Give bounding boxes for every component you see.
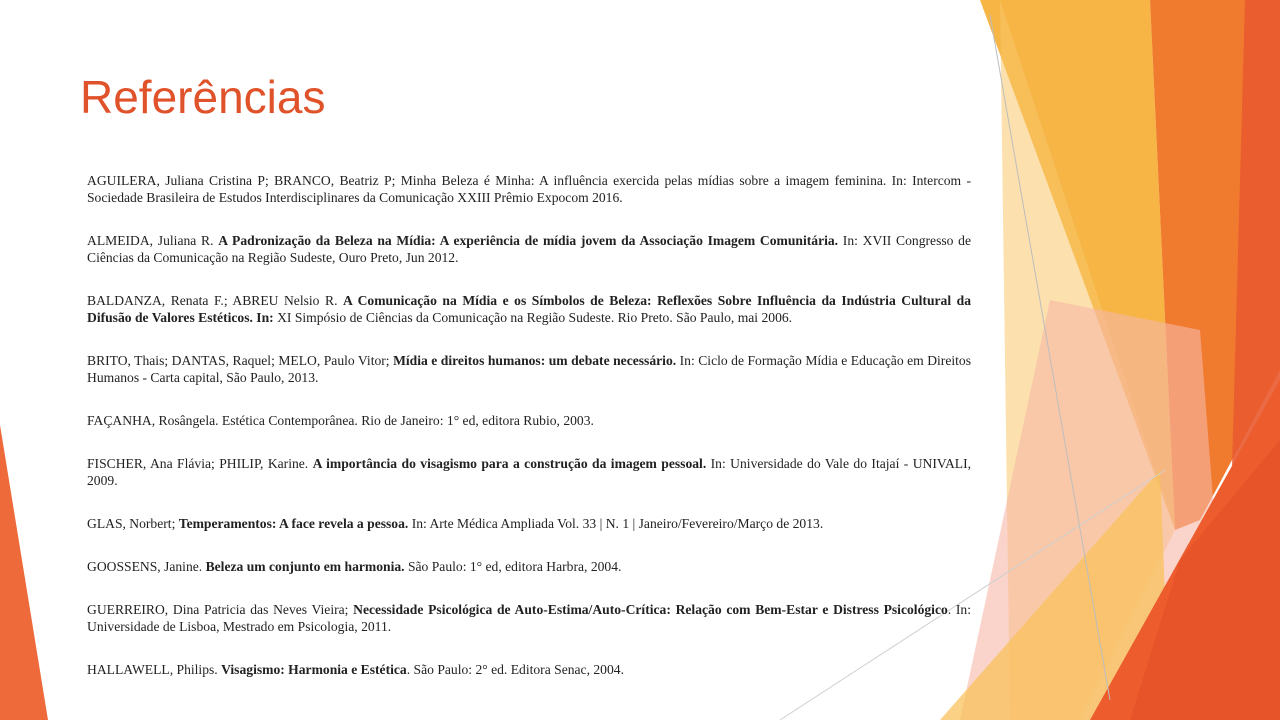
ref-text: FISCHER, Ana Flávia; PHILIP, Karine. [87,456,313,471]
reference-item [87,232,971,266]
ref-title: Temperamentos: A face revela a pessoa. [178,516,409,531]
ref-source: . São Paulo: 2° ed. Editora Senac, 2004. [406,662,624,677]
reference-item [87,412,971,429]
ref-text: ALMEIDA, Juliana R. [87,233,219,248]
ref-source: In: Universidade do Vale do Itajaí - UNIVALI, 2009. [87,456,971,488]
ref-source: XI Simpósio de Ciências da Comunicação na Região Sudeste. Rio Preto. São Paulo, mai 2006. [273,310,793,325]
ref-title: Necessidade Psicológica de Auto-Estima/Auto-Crítica: Relação com Bem-Estar e Distress Psicológico [353,602,948,617]
reference-item [87,352,971,386]
references-list [87,172,971,704]
reference-item [87,292,971,326]
ref-text: BRITO, Thais; DANTAS, Raquel; MELO, Paulo Vitor; [87,353,394,368]
reference-item [87,661,971,678]
ref-title: Visagismo: Harmonia e Estética [221,662,407,677]
ref-title: Mídia e direitos humanos: um debate necessário. [393,353,677,368]
reference-item [87,515,971,532]
ref-text: FAÇANHA, Rosângela. Estética Contemporânea. Rio de Janeiro: 1° ed, editora Rubio, 2003. [87,413,594,428]
slide-title: Referências [80,71,326,123]
reference-item [87,601,971,635]
ref-text: GOOSSENS, Janine. [87,559,206,574]
reference-item [87,558,971,575]
ref-title: Beleza um conjunto em harmonia. [205,559,405,574]
ref-source: In: Arte Médica Ampliada Vol. 33 | N. 1 | Janeiro/Fevereiro/Março de 2013. [408,516,824,531]
ref-text: BALDANZA, Renata F.; ABREU Nelsio R. [87,293,344,308]
ref-text: GUERREIRO, Dina Patricia das Neves Vieira; [87,602,354,617]
ref-source: In: Ciclo de Formação Mídia e Educação em Direitos Humanos - Carta capital, São Paulo, 2013. [87,353,971,385]
ref-text: HALLAWELL, Philips. [87,662,222,677]
left-orange-wedge [0,425,48,720]
ref-text: GLAS, Norbert; [87,516,179,531]
ref-source: São Paulo: 1° ed, editora Harbra, 2004. [404,559,622,574]
ref-source: . In: Universidade de Lisboa, Mestrado em Psicologia, 2011. [87,602,971,634]
ref-source: In: XVII Congresso de Ciências da Comunicação na Região Sudeste, Ouro Preto, Jun 2012. [87,233,972,265]
ref-title: A Comunicação na Mídia e os Símbolos de Beleza: Reflexões Sobre Influência da Indústria Cultural da Difusão de Valores Estéticos. In: [87,293,972,325]
ref-text: AGUILERA, Juliana Cristina P; BRANCO, Beatriz P; Minha Beleza é Minha: A influência exercida pelas mídias sobre a imagem feminina. In: Intercom - Sociedade Brasileira de Estudos Interdisciplinares da Comunicação XXIII Prêmio Expocom 2016. [87,173,971,205]
reference-item [87,455,971,489]
ref-title: A importância do visagismo para a construção da imagem pessoal. [312,456,707,471]
reference-item [87,172,971,206]
ref-title: A Padronização da Beleza na Mídia: A experiência de mídia jovem da Associação Imagem Comunitária. [218,233,839,248]
